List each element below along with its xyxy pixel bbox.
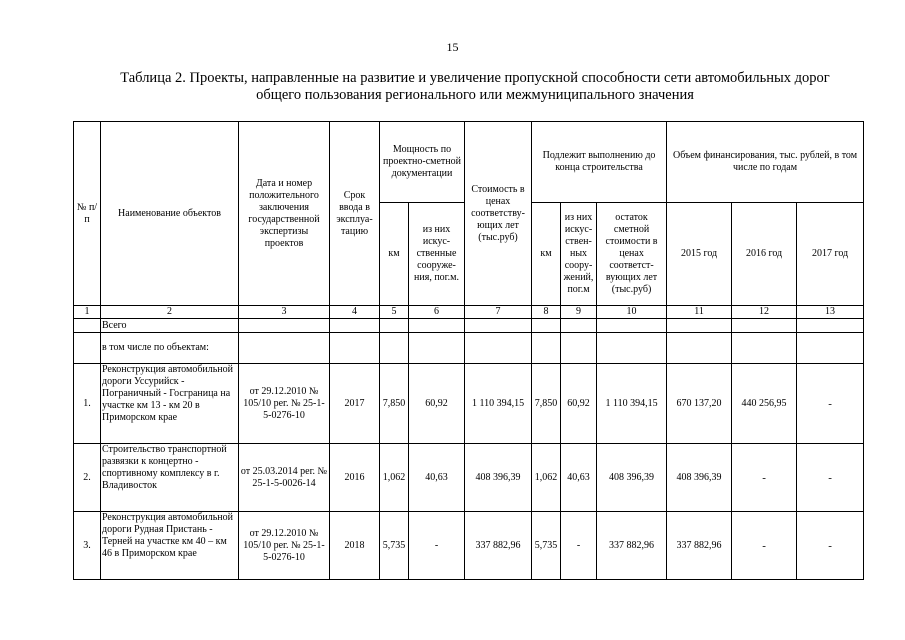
header-cost: Стоимость в ценах соответству-ющих лет (тыс.руб) xyxy=(465,122,532,306)
by-objects-row xyxy=(74,333,864,364)
remaining-balance: 337 882,96 xyxy=(597,512,667,580)
col-number: 5 xyxy=(380,306,409,319)
projects-table xyxy=(73,121,864,580)
header-date: Дата и номер положительного заключения государственной экспертизы проектов xyxy=(239,122,330,306)
header-rem-km: км xyxy=(532,203,561,306)
col-number: 13 xyxy=(797,306,864,319)
row-number: 2. xyxy=(74,444,101,512)
capacity-structures: 40,63 xyxy=(409,444,465,512)
header-remaining: Подлежит выполнению до конца строительства xyxy=(532,122,667,203)
commissioning-term: 2017 xyxy=(330,364,380,444)
cost: 408 396,39 xyxy=(465,444,532,512)
object-name: Реконструкция автомобильной дороги Уссурийск - Пограничный - Госграница на участке км 13 - км 20 в Приморском крае xyxy=(101,364,239,444)
remaining-structures: 60,92 xyxy=(561,364,597,444)
header-num: № п/п xyxy=(74,122,101,306)
expertise-date: от 29.12.2010 № 105/10 рег. № 25-1-5-0276-10 xyxy=(239,364,330,444)
remaining-km: 7,850 xyxy=(532,364,561,444)
object-name: Строительство транспортной развязки к концертно - спортивному комплексу в г. Владивосток xyxy=(101,444,239,512)
column-number-row xyxy=(74,306,864,319)
header-rem-balance: остаток сметной стоимости в ценах соответст-вующих лет (тыс.руб) xyxy=(597,203,667,306)
table-row xyxy=(74,364,864,444)
capacity-structures: 60,92 xyxy=(409,364,465,444)
row-number: 1. xyxy=(74,364,101,444)
header-2015: 2015 год xyxy=(667,203,732,306)
funding-2016: - xyxy=(732,444,797,512)
col-number: 9 xyxy=(561,306,597,319)
commissioning-term: 2018 xyxy=(330,512,380,580)
cost: 1 110 394,15 xyxy=(465,364,532,444)
col-number: 1 xyxy=(74,306,101,319)
total-row xyxy=(74,319,864,333)
expertise-date: от 29.12.2010 № 105/10 рег. № 25-1-5-0276-10 xyxy=(239,512,330,580)
expertise-date: от 25.03.2014 рег. № 25-1-5-0026-14 xyxy=(239,444,330,512)
remaining-balance: 408 396,39 xyxy=(597,444,667,512)
remaining-balance: 1 110 394,15 xyxy=(597,364,667,444)
remaining-km: 5,735 xyxy=(532,512,561,580)
funding-2015: 337 882,96 xyxy=(667,512,732,580)
header-cap-km: км xyxy=(380,203,409,306)
funding-2016: - xyxy=(732,512,797,580)
header-term: Срок ввода в эксплуа-тацию xyxy=(330,122,380,306)
table-row xyxy=(74,444,864,512)
funding-2017: - xyxy=(797,364,864,444)
remaining-structures: - xyxy=(561,512,597,580)
cost: 337 882,96 xyxy=(465,512,532,580)
col-number: 12 xyxy=(732,306,797,319)
header-cap-struct: из них искус-ственные сооруже-ния, пог.м. xyxy=(409,203,465,306)
capacity-km: 5,735 xyxy=(380,512,409,580)
funding-2015: 670 137,20 xyxy=(667,364,732,444)
header-capacity: Мощность по проектно-сметной документации xyxy=(380,122,465,203)
header-funding: Объем финансирования, тыс. рублей, в том числе по годам xyxy=(667,122,864,203)
total-label: Всего xyxy=(101,319,239,333)
title-line-1: Таблица 2. Проекты, направленные на развитие и увеличение пропускной способности сети автомобильных дорог xyxy=(120,70,830,86)
header-name: Наименование объектов xyxy=(101,122,239,306)
title-line-2: общего пользования регионального или межмуниципального значения xyxy=(256,87,694,103)
capacity-structures: - xyxy=(409,512,465,580)
row-number: 3. xyxy=(74,512,101,580)
funding-2015: 408 396,39 xyxy=(667,444,732,512)
col-number: 6 xyxy=(409,306,465,319)
col-number: 4 xyxy=(330,306,380,319)
col-number: 10 xyxy=(597,306,667,319)
remaining-structures: 40,63 xyxy=(561,444,597,512)
by-objects-label: в том числе по объектам: xyxy=(101,333,239,364)
funding-2017: - xyxy=(797,444,864,512)
remaining-km: 1,062 xyxy=(532,444,561,512)
header-2017: 2017 год xyxy=(797,203,864,306)
table-title xyxy=(100,70,850,104)
col-number: 7 xyxy=(465,306,532,319)
commissioning-term: 2016 xyxy=(330,444,380,512)
header-rem-struct: из них искус-ствен-ных соору-жений, пог.м xyxy=(561,203,597,306)
col-number: 2 xyxy=(101,306,239,319)
capacity-km: 1,062 xyxy=(380,444,409,512)
funding-2017: - xyxy=(797,512,864,580)
object-name: Реконструкция автомобильной дороги Рудная Пристань - Терней на участке км 40 – км 46 в Приморском крае xyxy=(101,512,239,580)
page-number: 15 xyxy=(446,40,459,54)
col-number: 3 xyxy=(239,306,330,319)
table-row xyxy=(74,512,864,580)
header-2016: 2016 год xyxy=(732,203,797,306)
col-number: 11 xyxy=(667,306,732,319)
capacity-km: 7,850 xyxy=(380,364,409,444)
col-number: 8 xyxy=(532,306,561,319)
funding-2016: 440 256,95 xyxy=(732,364,797,444)
